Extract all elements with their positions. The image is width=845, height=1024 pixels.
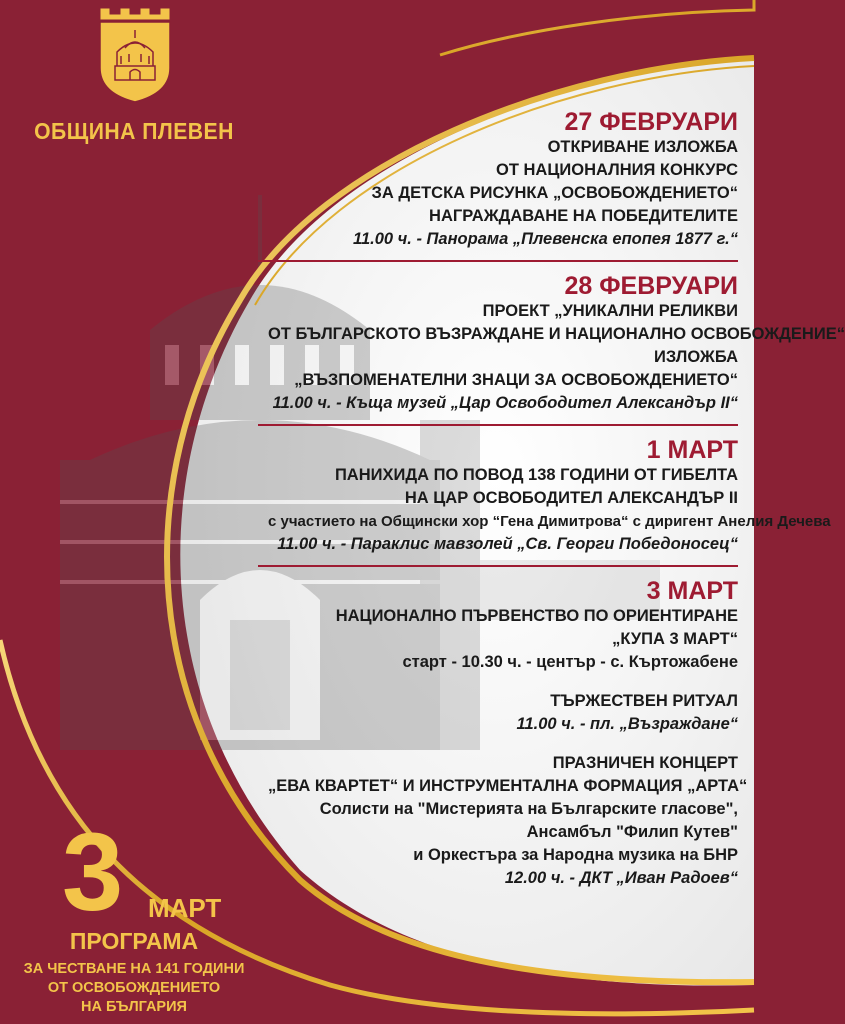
event-place: - ДКТ „Иван Радоев“ (564, 869, 738, 887)
event-concert (268, 752, 748, 890)
subtitle-line: НА БЪЛГАРИЯ (81, 999, 187, 1015)
pleven-coat-of-arms (95, 8, 175, 103)
divider (258, 260, 738, 262)
event-line: ИЗЛОЖБА (653, 348, 738, 366)
event-line: ОТ БЪЛГАРСКОТО ВЪЗРАЖДАНЕ И НАЦИОНАЛНО ОСВОБОЖДЕНИЕ“ (268, 325, 845, 343)
event-time: 11.00 ч. (272, 394, 332, 412)
event-line: Ансамбъл "Филип Кутев" (526, 823, 738, 841)
divider (258, 565, 738, 567)
event-mar-3 (268, 577, 738, 674)
event-line: НА ЦАР ОСВОБОДИТЕЛ АЛЕКСАНДЪР II (404, 489, 738, 507)
event-line: старт - 10.30 ч. - център - с. Къртожабене (402, 653, 738, 671)
municipality-name: ОБЩИНА ПЛЕВЕН (34, 118, 234, 144)
event-line: „КУПА 3 МАРТ“ (612, 630, 738, 648)
event-title: ТЪРЖЕСТВЕН РИТУАЛ (550, 692, 738, 710)
event-date: 1 МАРТ (646, 436, 738, 464)
event-line: „ЕВА КВАРТЕТ“ И ИНСТРУМЕНТАЛНА ФОРМАЦИЯ „АРТА“ (268, 777, 748, 795)
event-time-place (268, 392, 738, 415)
event-time: 11.00 ч. (277, 535, 337, 553)
event-time: 12.00 ч. (504, 869, 565, 887)
event-place: - Панорама „Плевенска епопея 1877 г.“ (411, 230, 738, 248)
event-line: ОТ НАЦИОНАЛНИЯ КОНКУРС (496, 161, 738, 179)
event-line: НАГРАЖДАВАНЕ НА ПОБЕДИТЕЛИТЕ (429, 207, 738, 225)
big-date-number: 3 (62, 811, 124, 934)
event-line: НАЦИОНАЛНО ПЪРВЕНСТВО ПО ОРИЕНТИРАНЕ (335, 607, 738, 625)
event-time-place (268, 533, 738, 556)
event-place: - пл. „Възраждане“ (575, 715, 738, 733)
event-feb-27 (268, 108, 738, 251)
event-place: - Параклис мавзолей „Св. Георги Победоносец“ (336, 535, 738, 553)
event-line: ЗА ДЕТСКА РИСУНКА „ОСВОБОЖДЕНИЕТО“ (371, 184, 738, 202)
event-line: и Оркестъра за Народна музика на БНР (413, 846, 738, 864)
event-time-place (268, 228, 738, 251)
program-list (268, 108, 845, 890)
event-date: 27 ФЕВРУАРИ (564, 108, 738, 136)
event-place: - Къща музей „Цар Освободител Александър II“ (331, 394, 738, 412)
subtitle-line: ОТ ОСВОБОЖДЕНИЕТО (47, 980, 221, 996)
event-line: с участието на Общински хор “Гена Димитрова“ с диригент Анелия Дечева (268, 513, 831, 530)
program-subtitle (0, 960, 268, 1017)
event-line: ОТКРИВАНЕ ИЗЛОЖБА (547, 138, 738, 156)
event-time-place (268, 713, 738, 736)
event-title: ПРАЗНИЧЕН КОНЦЕРТ (552, 754, 738, 772)
event-time: 11.00 ч. (353, 230, 412, 248)
event-time-place (268, 867, 738, 890)
program-heading: ПРОГРАМА (69, 928, 199, 954)
event-ritual (268, 690, 738, 736)
divider (258, 424, 738, 426)
event-time: 11.00 ч. (516, 715, 576, 733)
event-date: 28 ФЕВРУАРИ (564, 272, 738, 300)
event-line: ПАНИХИДА ПО ПОВОД 138 ГОДИНИ ОТ ГИБЕЛТА (334, 466, 738, 484)
big-date-month: МАРТ (148, 893, 222, 923)
subtitle-line: ЗА ЧЕСТВАНЕ НА 141 ГОДИНИ (23, 961, 245, 977)
event-date: 3 МАРТ (646, 577, 738, 605)
event-mar-1 (268, 436, 831, 556)
event-line: „ВЪЗПОМЕНАТЕЛНИ ЗНАЦИ ЗА ОСВОБОЖДЕНИЕТО“ (294, 371, 738, 389)
event-line: Солисти на "Мистерията на Българските гласове", (319, 800, 738, 818)
event-feb-28 (268, 272, 845, 415)
event-line: ПРОЕКТ „УНИКАЛНИ РЕЛИКВИ (482, 302, 738, 320)
